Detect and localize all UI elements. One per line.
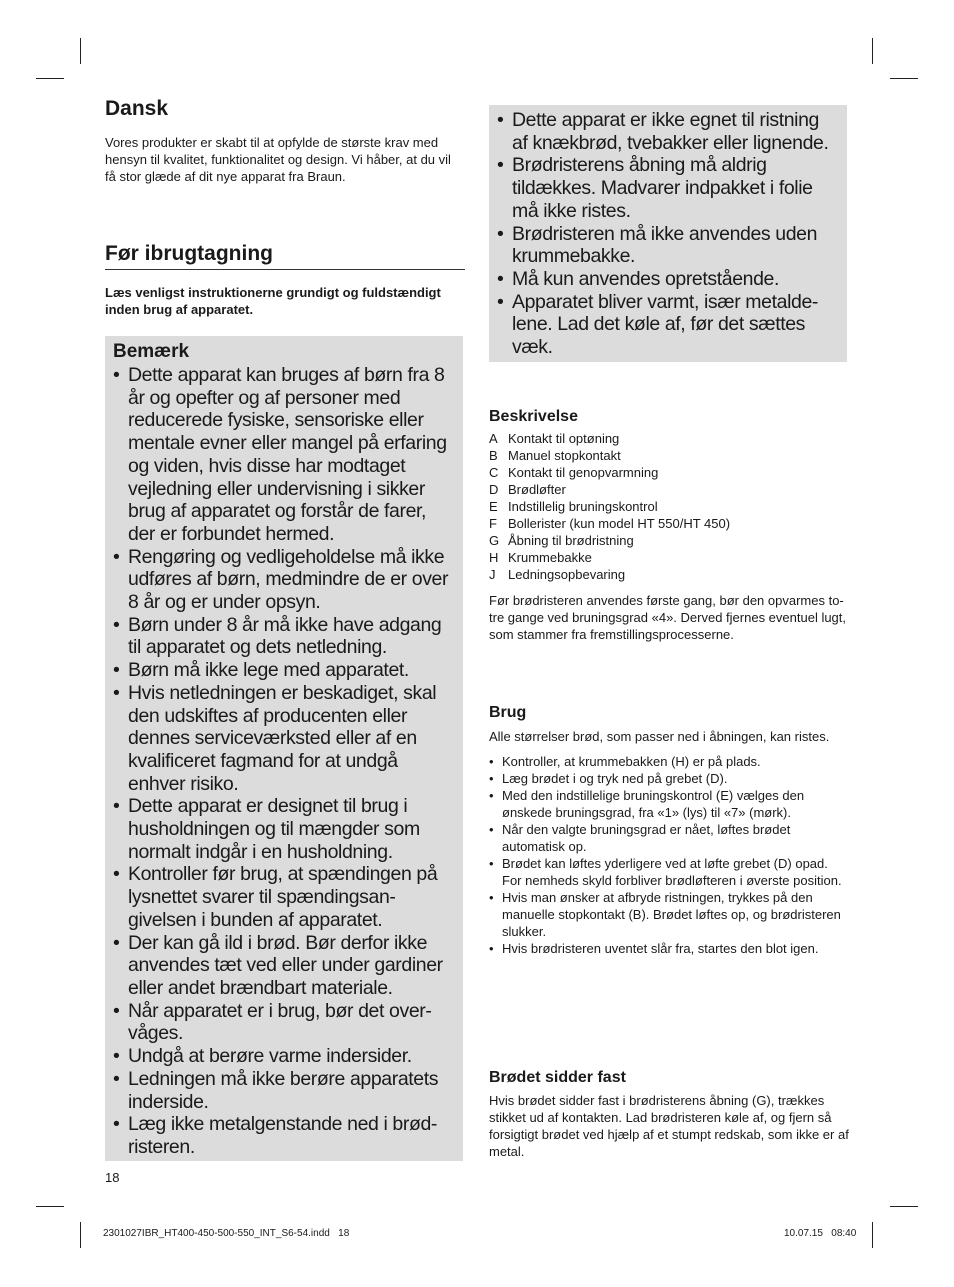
section-header bbox=[105, 241, 465, 318]
crop-mark bbox=[36, 78, 64, 79]
list-item: A Kontakt til optøning bbox=[489, 431, 620, 446]
list-item: • Når den valgte bruningsgrad er nået, løftes brødet automatisk op. bbox=[489, 821, 849, 855]
list-item: • Læg ikke metalgenstande ned i brød-risteren. bbox=[113, 1113, 457, 1158]
list-item: • Dette apparat er ikke egnet til ristning af knækbrød, tvebakker eller lignende. bbox=[497, 109, 839, 154]
first-use-paragraph: Før brødristeren anvendes første gang, bør den opvarmes to-tre gange ved bruningsgrad «4». Derved fjernes eventuel lugt, som stammer fra fremstillingsprocesserne. bbox=[489, 593, 847, 642]
stuck-paragraph: Hvis brødet sidder fast i brødristerens åbning (G), trækkes stikket ud af kontakten. Lad brødristeren køle af, og fjern så forsigtigt brødet ved hjælp af et stumpt redskab, som ikke er af metal. bbox=[489, 1093, 849, 1159]
list-item: • Ledningen må ikke berøre apparatets inderside. bbox=[113, 1068, 457, 1113]
stuck-heading: Brødet sidder fast bbox=[489, 1069, 626, 1086]
list-item: J Ledningsopbevaring bbox=[489, 567, 626, 582]
usage-section bbox=[489, 703, 849, 957]
list-item: • Med den indstillelige bruningskontrol (E) vælges den ønskede bruningsgrad, fra «1» (lys) til «7» (mørk). bbox=[489, 787, 849, 821]
list-item: • Der kan gå ild i brød. Bør derfor ikke anvendes tæt ved eller under gardiner eller andet brændbart materiale. bbox=[113, 932, 457, 1000]
description-heading: Beskrivelse bbox=[489, 408, 578, 425]
list-item: • Hvis netledningen er beskadiget, skal den udskiftes af producenten eller dennes serviceværksted eller af en kvalificeret fagmand for at undgå enhver risiko. bbox=[113, 682, 457, 796]
description-section bbox=[489, 407, 849, 643]
warning-box bbox=[489, 105, 847, 362]
list-item: • Apparatet bliver varmt, især metalde-lene. Lad det køle af, før det sættes væk. bbox=[497, 291, 839, 359]
bold-instruction: Læs venligst instruktionerne grundigt og fuldstændigt inden brug af apparatet. bbox=[105, 285, 441, 317]
list-item: C Kontakt til genopvarmning bbox=[489, 465, 659, 480]
usage-intro: Alle størrelser brød, som passer ned i åbningen, kan ristes. bbox=[489, 729, 830, 744]
page-number: 18 bbox=[105, 1170, 120, 1185]
note-list bbox=[113, 364, 457, 1159]
intro-paragraph: Vores produkter er skabt til at opfylde de største krav med hensyn til kvalitet, funktionalitet og design. Vi håber, at du vil få stor glæde af dit nye apparat fra Braun. bbox=[105, 135, 451, 184]
list-item: B Manuel stopkontakt bbox=[489, 448, 621, 463]
parts-list bbox=[489, 430, 849, 583]
note-box bbox=[105, 336, 463, 1161]
list-item: • Læg brødet i og tryk ned på grebet (D). bbox=[489, 770, 849, 787]
crop-mark bbox=[80, 38, 81, 64]
crop-mark bbox=[890, 1206, 918, 1207]
list-item: • Kontroller før brug, at spændingen på lysnettet svarer til spændingsan-givelsen i bunden af apparatet. bbox=[113, 863, 457, 931]
list-item: F Bollerister (kun model HT 550/HT 450) bbox=[489, 516, 731, 531]
list-item: D Brødløfter bbox=[489, 482, 566, 497]
footer-date: 10.07.15 08:40 bbox=[784, 1228, 857, 1239]
left-column bbox=[105, 96, 465, 185]
usage-list bbox=[489, 753, 849, 957]
list-item: • Undgå at berøre varme indersider. bbox=[113, 1045, 457, 1068]
list-item: • Brødet kan løftes yderligere ved at løfte grebet (D) opad. For nemheds skyld forbliver brødløfteren i øverste position. bbox=[489, 855, 849, 889]
usage-heading: Brug bbox=[489, 704, 527, 721]
list-item: • Rengøring og vedligeholdelse må ikke udføres af børn, medmindre de er over 8 år og er under opsyn. bbox=[113, 546, 457, 614]
list-item: • Må kun anvendes opretstående. bbox=[497, 268, 839, 291]
crop-mark bbox=[890, 78, 918, 79]
note-box-title: Bemærk bbox=[113, 341, 190, 362]
list-item: E Indstillelig bruningskontrol bbox=[489, 499, 658, 514]
list-item: • Når apparatet er i brug, bør det over-våges. bbox=[113, 1000, 457, 1045]
warning-list bbox=[497, 109, 839, 359]
list-item: H Krummebakke bbox=[489, 550, 592, 565]
crop-mark bbox=[872, 38, 873, 64]
language-heading: Dansk bbox=[105, 97, 169, 120]
list-item: G Åbning til brødristning bbox=[489, 533, 634, 548]
list-item: • Børn må ikke lege med apparatet. bbox=[113, 659, 457, 682]
list-item: • Brødristerens åbning må aldrig tildækkes. Madvarer indpakket i folie må ikke ristes. bbox=[497, 154, 839, 222]
list-item: • Brødristeren må ikke anvendes uden krummebakke. bbox=[497, 223, 839, 268]
list-item: • Dette apparat er designet til brug i husholdningen og til mængder som normalt indgår i en husholdning. bbox=[113, 795, 457, 863]
list-item: • Dette apparat kan bruges af børn fra 8 år og opefter og af personer med reducerede fysiske, sensoriske eller mentale evner eller mangel på erfaring og viden, hvis disse har modtaget vejledning eller undervisning i sikker brug af apparatet og forstår de farer, der er forbundet hermed. bbox=[113, 364, 457, 546]
crop-mark bbox=[36, 1206, 64, 1207]
crop-mark bbox=[872, 1222, 873, 1248]
list-item: • Hvis brødristeren uventet slår fra, startes den blot igen. bbox=[489, 940, 849, 957]
list-item: • Hvis man ønsker at afbryde ristningen, trykkes på den manuelle stopkontakt (B). Brødet løftes op, og brødristeren slukker. bbox=[489, 889, 849, 940]
crop-mark bbox=[80, 1222, 81, 1248]
list-item: • Kontroller, at krummebakken (H) er på plads. bbox=[489, 753, 849, 770]
section-heading: Før ibrugtagning bbox=[105, 241, 465, 270]
stuck-section bbox=[489, 1068, 849, 1160]
list-item: • Børn under 8 år må ikke have adgang til apparatet og dets netledning. bbox=[113, 614, 457, 659]
footer-filename: 2301027IBR_HT400-450-500-550_INT_S6-54.indd 18 bbox=[103, 1228, 350, 1239]
